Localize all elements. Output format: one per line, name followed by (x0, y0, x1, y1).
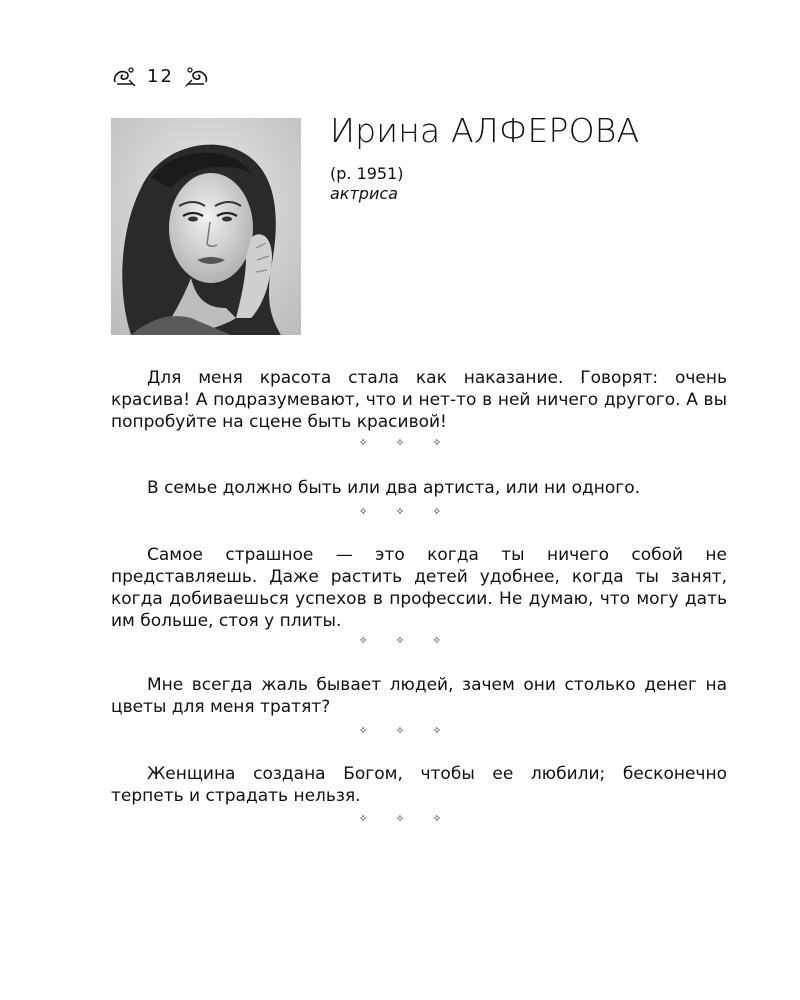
quote-1: Для меня красота стала как наказание. Говорят: очень красива! А подразумевают, что и нет-то в ней ничего другого. А вы попробуйте на сцене быть красивой! (111, 368, 727, 432)
page-number: 12 (147, 65, 174, 87)
author-role: актриса (330, 184, 398, 203)
right-ornament-icon (182, 64, 210, 88)
quote-4: Мне всегда жаль бывает людей, зачем они столько денег на цветы для меня тратят? (111, 675, 727, 717)
portrait-illustration (111, 118, 301, 335)
divider-1: ✧ ✧ ✧ (358, 436, 454, 449)
quote-2: В семье должно быть или два артиста, или ни одного. (147, 478, 640, 498)
divider-2: ✧ ✧ ✧ (358, 505, 454, 518)
page-header (111, 64, 210, 88)
quote-5: Женщина создана Богом, чтобы ее любили; бесконечно терпеть и страдать нельзя. (111, 764, 727, 806)
divider-4: ✧ ✧ ✧ (358, 724, 454, 737)
quote-3: Самое страшное — это когда ты ничего собой не представляешь. Даже растить детей удобнее, когда ты занят, когда добиваешься успехов в профессии. Не думаю, что могу дать им больше, стоя у плиты. (111, 545, 727, 631)
left-ornament-icon (111, 64, 139, 88)
portrait-photo (111, 118, 301, 335)
author-years: (р. 1951) (330, 164, 404, 183)
author-info (330, 110, 639, 204)
divider-5: ✧ ✧ ✧ (358, 812, 454, 825)
divider-3: ✧ ✧ ✧ (358, 634, 454, 647)
author-name: Ирина АЛФЕРОВА (330, 111, 640, 150)
